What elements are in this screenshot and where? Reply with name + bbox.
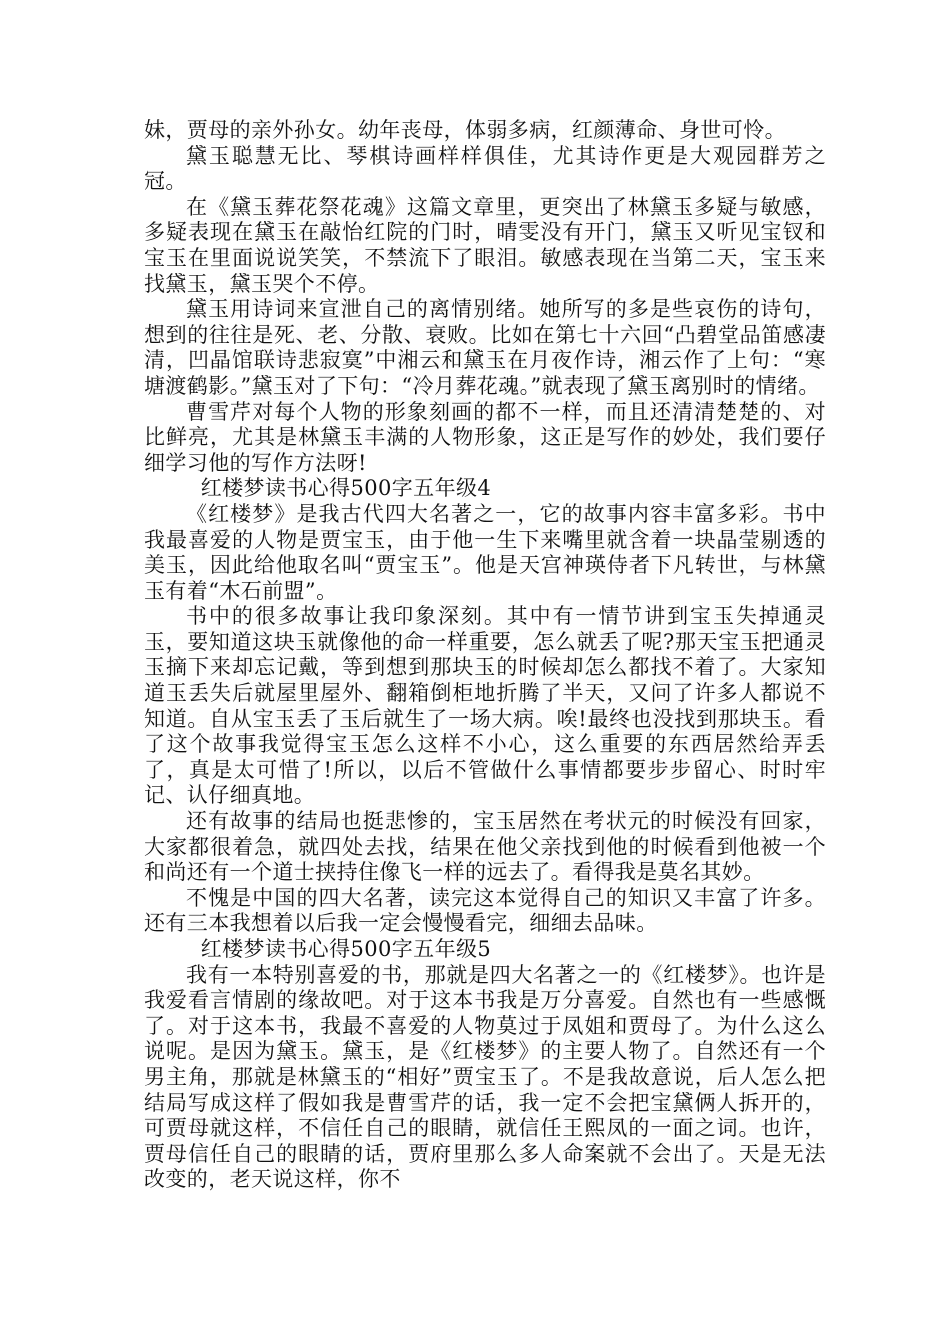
- paragraph: 在《黛玉葬花祭花魂》这篇文章里，更突出了林黛玉多疑与敏感，多疑表现在黛玉在敲怡红院的门时，晴雯没有开门，黛玉又听见宝钗和宝玉在里面说说笑笑，不禁流下了眼泪。敏感表现在当第二天，宝玉来找黛玉，黛玉哭个不停。: [144, 194, 826, 296]
- paragraph: 黛玉聪慧无比、琴棋诗画样样俱佳，尤其诗作更是大观园群芳之冠。: [144, 143, 826, 194]
- paragraph: 《红楼梦》是我古代四大名著之一，它的故事内容丰富多彩。书中我最喜爱的人物是贾宝玉，由于他一生下来嘴里就含着一块晶莹剔透的美玉，因此给他取名叫“贾宝玉”。他是天宫神瑛侍者下凡转世，与林黛玉有着“木石前盟”。: [144, 501, 826, 603]
- paragraph: 曹雪芹对每个人物的形象刻画的都不一样，而且还清清楚楚的、对比鲜亮，尤其是林黛玉丰满的人物形象，这正是写作的妙处，我们要仔细学习他的写作方法呀!: [144, 399, 826, 475]
- paragraph: 书中的很多故事让我印象深刻。其中有一情节讲到宝玉失掉通灵玉，要知道这块玉就像他的命一样重要，怎么就丢了呢?那天宝玉把通灵玉摘下来却忘记戴，等到想到那块玉的时候却怎么都找不着了。大家知道玉丢失后就屋里屋外、翻箱倒柜地折腾了半天，又问了许多人都说不知道。自从宝玉丢了玉后就生了一场大病。唉!最终也没找到那块玉。看了这个故事我觉得宝玉怎么这样不小心，这么重要的东西居然给弄丢了，真是太可惜了!所以，以后不管做什么事情都要步步留心、时时牢记、认仔细真地。: [144, 604, 826, 808]
- paragraph-continuation: 妹，贾母的亲外孙女。幼年丧母，体弱多病，红颜薄命、身世可怜。: [144, 118, 786, 142]
- section-heading: 红楼梦读书心得500字五年级5: [200, 937, 492, 961]
- paragraph: 黛玉用诗词来宣泄自己的离情别绪。她所写的多是些哀伤的诗句，想到的往往是死、老、分散、衰败。比如在第七十六回“凸碧堂品笛感凄清，凹晶馆联诗悲寂寞”中湘云和黛玉在月夜作诗，湘云作了上句：“寒塘渡鹤影。”黛玉对了下句：“冷月葬花魂。”就表现了黛玉离别时的情绪。: [144, 297, 826, 398]
- document-body: [144, 118, 826, 1193]
- paragraph: 我有一本特别喜爱的书，那就是四大名著之一的《红楼梦》。也许是我爱看言情剧的缘故吧。对于这本书我是万分喜爱。自然也有一些感慨了。对于这本书，我最不喜爱的人物莫过于凤姐和贾母了。为什么这么说呢。是因为黛玉。黛玉，是《红楼梦》的主要人物了。自然还有一个男主角，那就是林黛玉的“相好”贾宝玉了。不是我故意说，后人怎么把结局写成这样了假如我是曹雪芹的话，我一定不会把宝黛俩人拆开的，可贾母就这样，不信任自己的眼睛，就信任王熙凤的一面之词。也许，贾母信任自己的眼睛的话，贾府里那么多人命案就不会出了。天是无法改变的，老天说这样，你不: [144, 962, 826, 1192]
- paragraph: 还有故事的结局也挺悲惨的，宝玉居然在考状元的时候没有回家，大家都很着急，就四处去找，结果在他父亲找到他的时候看到他被一个和尚还有一个道士挟持住像飞一样的远去了。看得我是莫名其妙。: [144, 809, 826, 885]
- section-heading: 红楼梦读书心得500字五年级4: [200, 476, 492, 501]
- paragraph: 不愧是中国的四大名著，读完这本觉得自己的知识又丰富了许多。还有三本我想着以后我一定会慢慢看完，细细去品味。: [144, 885, 826, 936]
